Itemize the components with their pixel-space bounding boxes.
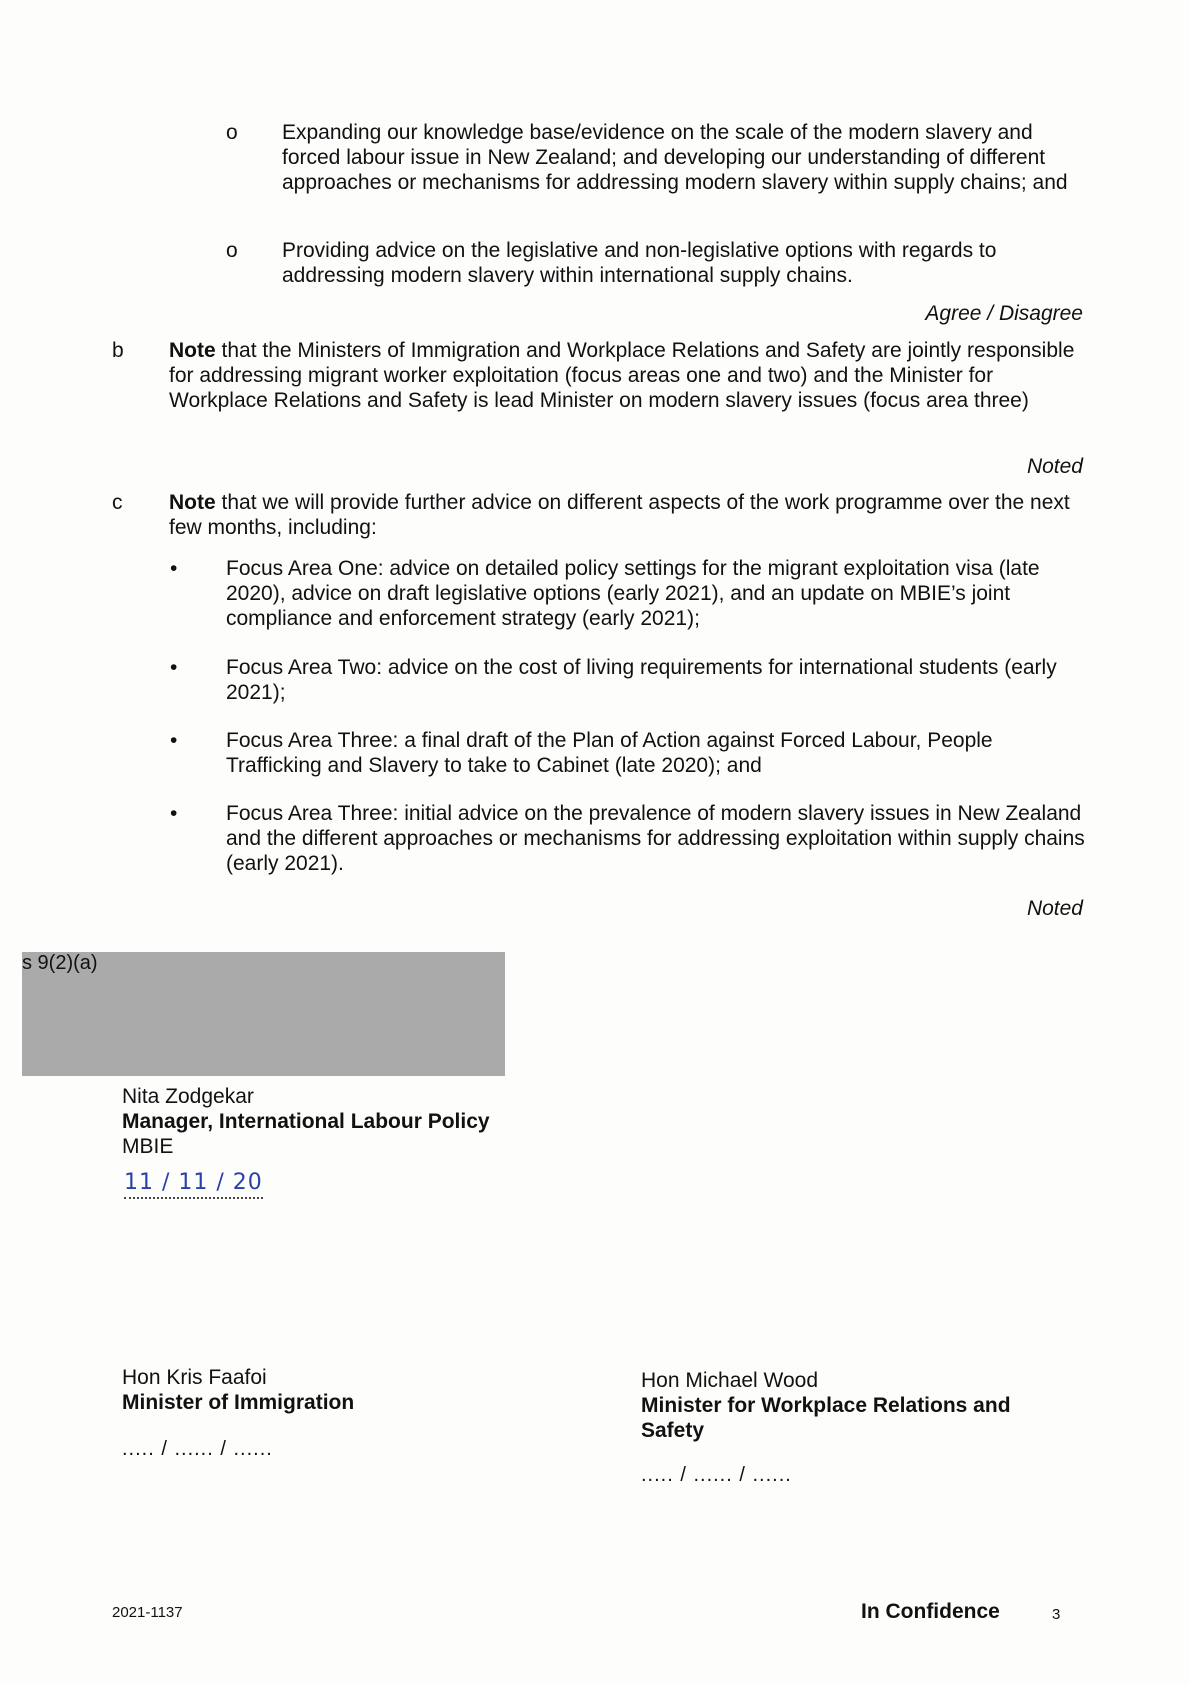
- official-date: 11 / 11 / 20: [124, 1170, 263, 1199]
- redaction-label: s 9(2)(a): [22, 952, 98, 974]
- minister-2-title: Minister for Workplace Relations and Safety: [641, 1394, 1011, 1442]
- rec-c-bullet: Focus Area Three: initial advice on the prevalence of modern slavery issues in New Zealand and the different approaches or mechanisms for addressing exploitation within supply chains (early 2021).: [226, 802, 1085, 875]
- rec-c-body: that we will provide further advice on different aspects of the work programme over the next few months, including:: [169, 491, 1070, 539]
- rec-c-bullet: Focus Area Two: advice on the cost of living requirements for international students (early 2021);: [226, 656, 1057, 704]
- rec-a-response: Agree / Disagree: [925, 302, 1083, 325]
- official-title: Manager, International Labour Policy: [122, 1110, 490, 1133]
- sub-bullet-text: Providing advice on the legislative and non-legislative options with regards to addressing modern slavery within international supply chains.: [282, 239, 997, 287]
- rec-b-body: that the Ministers of Immigration and Workplace Relations and Safety are jointly responsible for addressing migrant worker exploitation (focus areas one and two) and the Minister for Workplace Relations and Safety is lead Minister on modern slavery issues (focus area three): [169, 339, 1075, 412]
- minister-2-name: Hon Michael Wood: [641, 1369, 819, 1392]
- rec-b-text: [169, 338, 1084, 413]
- classification-label: In Confidence: [861, 1600, 1000, 1623]
- page-number: 3: [1052, 1606, 1061, 1623]
- bullet-dot-icon: •: [170, 729, 178, 752]
- minister-2-date-line: ..... / ...... / ......: [641, 1464, 792, 1486]
- minister-1-name: Hon Kris Faafoi: [122, 1366, 267, 1389]
- official-org: MBIE: [122, 1135, 174, 1158]
- rec-c-bold: Note: [169, 491, 216, 514]
- bullet-dot-icon: •: [170, 802, 178, 825]
- minister-1-date-line: ..... / ...... / ......: [122, 1438, 273, 1460]
- sub-bullet-marker: o: [226, 121, 238, 144]
- sub-bullet-marker: o: [226, 239, 238, 262]
- rec-b-letter: b: [112, 339, 124, 362]
- rec-c-bullet: Focus Area One: advice on detailed policy settings for the migrant exploitation visa (late 2020), advice on draft legislative options (early 2021), and an update on MBIE’s joint compliance and enforcement strategy (early 2021);: [226, 557, 1040, 630]
- doc-reference: 2021-1137: [112, 1604, 183, 1621]
- bullet-dot-icon: •: [170, 557, 178, 580]
- rec-c-text: [169, 490, 1084, 540]
- rec-b-bold: Note: [169, 339, 216, 362]
- rec-c-letter: c: [112, 491, 123, 514]
- rec-b-response: Noted: [1026, 455, 1083, 478]
- minister-1-title: Minister of Immigration: [122, 1391, 355, 1414]
- rec-c-response: Noted: [1026, 897, 1083, 920]
- bullet-dot-icon: •: [170, 656, 178, 679]
- official-name: Nita Zodgekar: [122, 1085, 254, 1108]
- rec-c-bullet: Focus Area Three: a final draft of the Plan of Action against Forced Labour, People Trafficking and Slavery to take to Cabinet (late 2020); and: [226, 729, 993, 777]
- sub-bullet-text: Expanding our knowledge base/evidence on the scale of the modern slavery and forced labour issue in New Zealand; and developing our understanding of different approaches or mechanisms for addressing modern slavery within supply chains; and: [282, 121, 1068, 194]
